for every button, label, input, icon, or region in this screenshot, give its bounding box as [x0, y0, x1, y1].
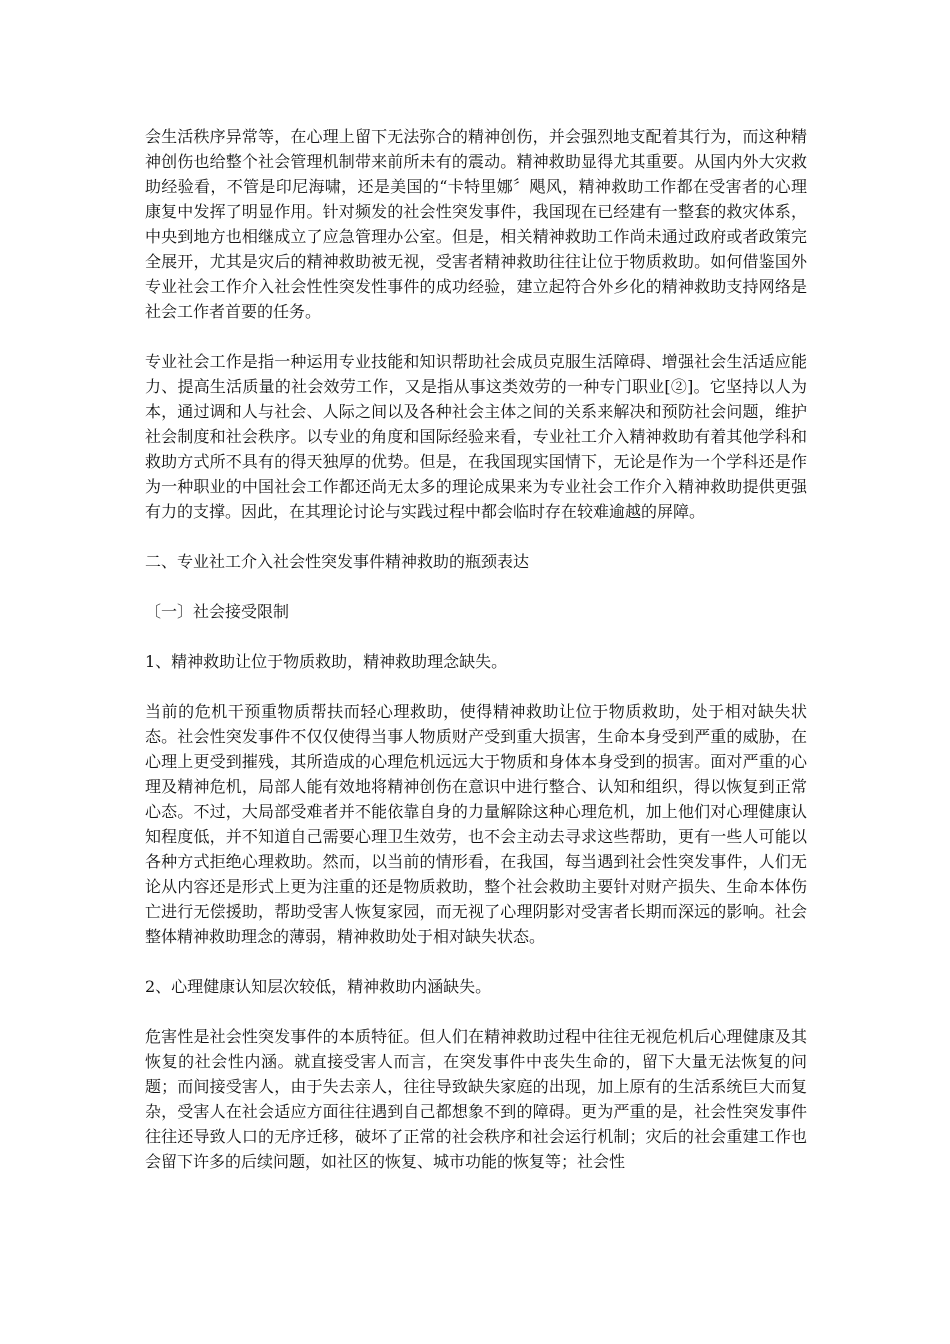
document-page	[145, 124, 807, 1199]
body-paragraph: 专业社会工作是指一种运用专业技能和知识帮助社会成员克服生活障碍、增强社会生活适应能力、提高生活质量的社会效劳工作，又是指从事这类效劳的一种专门职业[②]。它坚持以人为本，通过调和人与社会、人际之间以及各种社会主体之间的关系来解决和预防社会问题，维护社会制度和社会秩序。以专业的角度和国际经验来看，专业社工介入精神救助有着其他学科和救助方式所不具有的得天独厚的优势。但是，在我国现实国情下，无论是作为一个学科还是作为一种职业的中国社会工作都还尚无太多的理论成果来为专业社会工作介入精神救助提供更强有力的支撑。因此，在其理论讨论与实践过程中都会临时存在较难逾越的屏障。	[145, 352, 807, 521]
section-heading: 二、专业社工介入社会性突发事件精神救助的瓶颈表达	[145, 552, 530, 571]
subsection-heading: 〔一〕社会接受限制	[145, 602, 290, 621]
point-heading: 1、精神救助让位于物质救助，精神救助理念缺失。	[145, 652, 508, 671]
body-paragraph: 会生活秩序异常等，在心理上留下无法弥合的精神创伤，并会强烈地支配着其行为，而这种精神创伤也给整个社会管理机制带来前所未有的震动。精神救助显得尤其重要。从国内外大灾救助经验看，不管是印尼海啸，还是美国的“卡特里娜〞飓风，精神救助工作都在受害者的心理康复中发挥了明显作用。针对频发的社会性突发事件，我国现在已经建有一整套的救灾体系，中央到地方也相继成立了应急管理办公室。但是，相关精神救助工作尚未通过政府或者政策完全展开，尤其是灾后的精神救助被无视，受害者精神救助往往让位于物质救助。如何借鉴国外专业社会工作介入社会性性突发性事件的成功经验，建立起符合外乡化的精神救助支持网络是社会工作者首要的任务。	[145, 127, 807, 321]
point-heading: 2、心理健康认知层次较低，精神救助内涵缺失。	[145, 977, 492, 996]
body-paragraph: 危害性是社会性突发事件的本质特征。但人们在精神救助过程中往往无视危机后心理健康及其恢复的社会性内涵。就直接受害人而言，在突发事件中丧失生命的，留下大量无法恢复的问题；而间接受害人，由于失去亲人，往往导致缺失家庭的出现，加上原有的生活系统巨大而复杂，受害人在社会适应方面往往遇到自己都想象不到的障碍。更为严重的是，社会性突发事件往往还导致人口的无序迁移，破坏了正常的社会秩序和社会运行机制；灾后的社会重建工作也会留下许多的后续问题，如社区的恢复、城市功能的恢复等；社会性	[145, 1027, 807, 1171]
body-paragraph: 当前的危机干预重物质帮扶而轻心理救助，使得精神救助让位于物质救助，处于相对缺失状态。社会性突发事件不仅仅使得当事人物质财产受到重大损害，生命本身受到严重的威胁，在心理上更受到摧残，其所造成的心理危机远远大于物质和身体本身受到的损害。面对严重的心理及精神危机，局部人能有效地将精神创伤在意识中进行整合、认知和组织，得以恢复到正常心态。不过，大局部受难者并不能依靠自身的力量解除这种心理危机，加上他们对心理健康认知程度低，并不知道自己需要心理卫生效劳，也不会主动去寻求这些帮助，更有一些人可能以各种方式拒绝心理救助。然而，以当前的情形看，在我国，每当遇到社会性突发事件，人们无论从内容还是形式上更为注重的还是物质救助，整个社会救助主要针对财产损失、生命本体伤亡进行无偿援助，帮助受害人恢复家园，而无视了心理阴影对受害者长期而深远的影响。社会整体精神救助理念的薄弱，精神救助处于相对缺失状态。	[145, 702, 807, 946]
